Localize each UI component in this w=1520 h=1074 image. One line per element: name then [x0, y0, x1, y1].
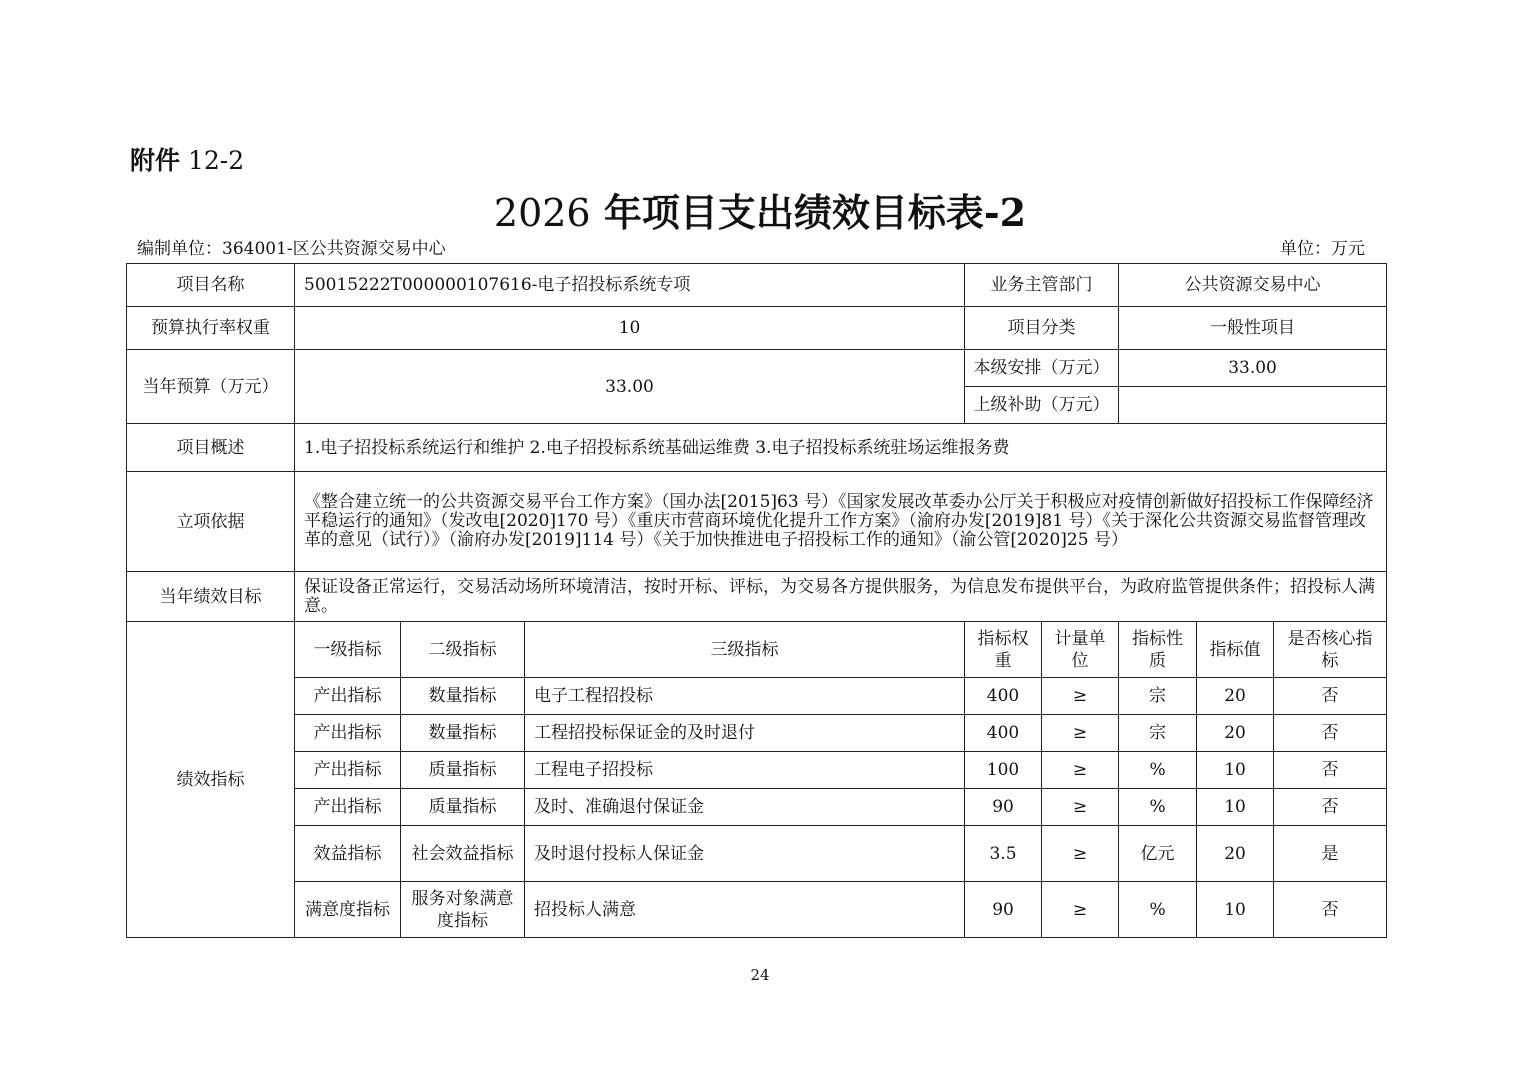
header-value: 指标值 [1197, 622, 1274, 678]
level2-cell: 社会效益指标 [401, 826, 525, 882]
level3-cell: 电子工程招投标 [525, 678, 965, 715]
unit-cell: ≥ [1042, 826, 1119, 882]
value-cell: 10 [1197, 752, 1274, 789]
weight-cell: 100 [965, 752, 1042, 789]
subsidy-label: 上级补助（万元） [965, 387, 1119, 424]
page-title: 2026 年项目支出绩效目标表-2 [493, 190, 1027, 235]
nature-cell: 宗 [1119, 678, 1197, 715]
unit-cell: ≥ [1042, 678, 1119, 715]
category-label: 项目分类 [965, 307, 1119, 350]
unit-cell: ≥ [1042, 752, 1119, 789]
dept-label: 业务主管部门 [965, 264, 1119, 307]
weight-value: 10 [295, 307, 965, 350]
nature-cell: % [1119, 752, 1197, 789]
header-unit: 计量单位 [1042, 622, 1119, 678]
project-name: 50015222T000000107616-电子招投标系统专项 [295, 264, 965, 307]
level2-cell: 数量指标 [401, 678, 525, 715]
core-cell: 否 [1274, 678, 1387, 715]
nature-cell: % [1119, 882, 1197, 938]
header-nature: 指标性质 [1119, 622, 1197, 678]
goal-label: 当年绩效目标 [127, 572, 295, 622]
page-number: 24 [750, 966, 770, 984]
basis-text: 《整合建立统一的公共资源交易平台工作方案》（国办法[2015]63 号）《国家发展改革委办公厅关于积极应对疫情创新做好招投标工作保障经济平稳运行的通知》（发改电[2020]170 号）《重庆市营商环境优化提升工作方案》（渝府办发[2019]81 号）《关于深化公共资源交易监督管理改革的意见（试行）》（渝府办发[2019]114 号）《关于加快推进电子招投标工作的通知》（渝公管[2020]25 号） [295, 472, 1387, 572]
basis-label: 立项依据 [127, 472, 295, 572]
core-cell: 否 [1274, 715, 1387, 752]
level2-cell: 质量指标 [401, 789, 525, 826]
weight-label: 预算执行率权重 [127, 307, 295, 350]
header-level2: 二级指标 [401, 622, 525, 678]
table-row [127, 678, 1387, 715]
table-row [127, 715, 1387, 752]
core-cell: 否 [1274, 882, 1387, 938]
table-row [127, 752, 1387, 789]
unit-cell: ≥ [1042, 789, 1119, 826]
table-row [127, 882, 1387, 938]
level1-cell: 产出指标 [295, 789, 401, 826]
level1-cell: 产出指标 [295, 715, 401, 752]
weight-cell: 400 [965, 715, 1042, 752]
weight-cell: 400 [965, 678, 1042, 715]
level2-cell: 服务对象满意度指标 [401, 882, 525, 938]
value-cell: 10 [1197, 882, 1274, 938]
weight-cell: 3.5 [965, 826, 1042, 882]
level1-cell: 产出指标 [295, 752, 401, 789]
goal-text: 保证设备正常运行，交易活动场所环境清洁，按时开标、评标，为交易各方提供服务，为信息发布提供平台，为政府监管提供条件；招投标人满意。 [295, 572, 1387, 622]
overview-text: 1.电子招投标系统运行和维护 2.电子招投标系统基础运维费 3.电子招投标系统驻场运维报务费 [295, 424, 1387, 472]
category-value: 一般性项目 [1119, 307, 1387, 350]
unit-cell: ≥ [1042, 715, 1119, 752]
level3-cell: 及时退付投标人保证金 [525, 826, 965, 882]
value-cell: 20 [1197, 826, 1274, 882]
header-core: 是否核心指标 [1274, 622, 1387, 678]
header-level3: 三级指标 [525, 622, 965, 678]
project-name-label: 项目名称 [127, 264, 295, 307]
level2-cell: 数量指标 [401, 715, 525, 752]
local-label: 本级安排（万元） [965, 350, 1119, 387]
local-value: 33.00 [1119, 350, 1387, 387]
dept-value: 公共资源交易中心 [1119, 264, 1387, 307]
level3-cell: 工程电子招投标 [525, 752, 965, 789]
nature-cell: 宗 [1119, 715, 1197, 752]
budget-value: 33.00 [295, 350, 965, 424]
unit-cell: ≥ [1042, 882, 1119, 938]
core-cell: 否 [1274, 789, 1387, 826]
nature-cell: 亿元 [1119, 826, 1197, 882]
level2-cell: 质量指标 [401, 752, 525, 789]
org-line: 编制单位：364001-区公共资源交易中心 [137, 239, 446, 259]
weight-cell: 90 [965, 882, 1042, 938]
level1-cell: 满意度指标 [295, 882, 401, 938]
level1-cell: 效益指标 [295, 826, 401, 882]
performance-table [126, 263, 1387, 938]
level1-cell: 产出指标 [295, 678, 401, 715]
weight-cell: 90 [965, 789, 1042, 826]
header-level1: 一级指标 [295, 622, 401, 678]
table-row [127, 789, 1387, 826]
indicators-label: 绩效指标 [127, 622, 295, 938]
header-weight: 指标权重 [965, 622, 1042, 678]
overview-label: 项目概述 [127, 424, 295, 472]
value-cell: 20 [1197, 715, 1274, 752]
value-cell: 10 [1197, 789, 1274, 826]
nature-cell: % [1119, 789, 1197, 826]
level3-cell: 及时、准确退付保证金 [525, 789, 965, 826]
core-cell: 否 [1274, 752, 1387, 789]
level3-cell: 工程招投标保证金的及时退付 [525, 715, 965, 752]
table-row [127, 826, 1387, 882]
budget-label: 当年预算（万元） [127, 350, 295, 424]
value-cell: 20 [1197, 678, 1274, 715]
level3-cell: 招投标人满意 [525, 882, 965, 938]
unit-line: 单位：万元 [1280, 239, 1365, 259]
attachment-label: 附件 12-2 [130, 146, 245, 175]
subsidy-value [1119, 387, 1387, 424]
core-cell: 是 [1274, 826, 1387, 882]
